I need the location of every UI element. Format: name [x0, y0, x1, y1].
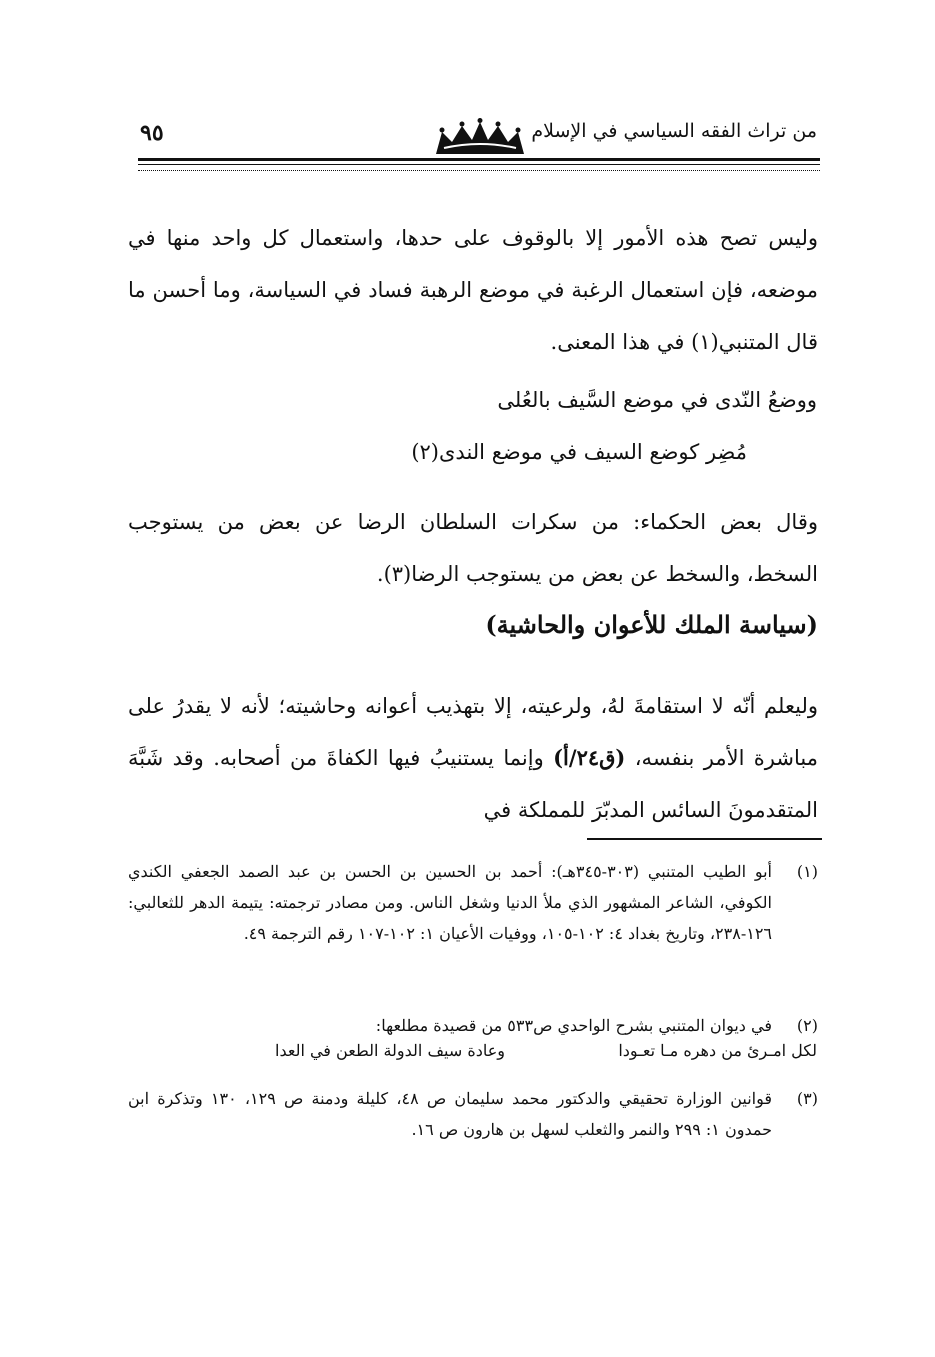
body-paragraph: وليس تصح هذه الأمور إلا بالوقوف على حدها، واستعمال كل واحد منها في موضعه، فإن استعمال الرغبة في موضع الرهبة فساد في السياسة، وما أحسن ما قال المتنبي(١) في هذا المعنى. [128, 226, 818, 354]
body-paragraph: وقال بعض الحكماء: من سكرات السلطان الرضا عن بعض من يستوجب السخط، والسخط عن بعض من يستوجب الرضا(٣). [128, 510, 818, 586]
footnote-verse-hemistich: وعادة سيف الدولة الطعن في العدا [275, 1041, 505, 1060]
paragraph-text: وليعلم أنّه لا استقامةَ لهُ، ولرعيته، إلا بتهذيب أعوانه وحاشيته؛ لأنه لا يقدرُ على مباشرة الأمر بنفسه، [128, 694, 818, 770]
footnote-verse-hemistich: لكل امـرئ من دهره مـا تعـودا [618, 1041, 817, 1060]
header-rule-dotted [138, 170, 820, 172]
body-paragraph [128, 680, 818, 836]
footnote [128, 1010, 818, 1041]
running-title: من تراث الفقه السياسي في الإسلام [531, 120, 817, 142]
footnote-text: في ديوان المتنبي بشرح الواحدي ص٥٣٣ من قصيدة مطلعها: [375, 1016, 772, 1035]
manuscript-folio-reference: (ق٢٤/أ) [553, 745, 626, 770]
verse-line: ووضعُ النّدى في موضع السَّيف بالعُلى [497, 388, 817, 412]
footnote-number: (١) [796, 862, 818, 881]
footnote-text: أبو الطيب المتنبي (٣٠٣-٣٤٥هـ): أحمد بن الحسين بن الحسن بن عبد الصمد الجعفي الكندي الكوفي، الشاعر المشهور الذي ملأ الدنيا وشغل الناس. ومن مصادر ترجمته: يتيمة الدهر للثعالبي: ١٢٦-٢٣٨، وتاريخ بغداد ٤: ١٠٢-١٠٥، ووفيات الأعيان ١: ١٠٢-١٠٧ رقم الترجمة ٤٩. [128, 862, 772, 943]
footnote-text: قوانين الوزارة تحقيقي والدكتور محمد سليمان ص ٤٨، كليلة ودمنة ص ١٢٩، ١٣٠ وتذكرة ابن حمدون ١: ٢٩٩ والنمر والثعلب لسهل بن هارون ص ١٦. [128, 1089, 773, 1139]
section-heading: (سياسة الملك للأعوان والحاشية) [485, 610, 818, 639]
footnote-number: (٢) [796, 1016, 818, 1035]
header-rule-thick [138, 158, 820, 161]
paragraph-text: وإنما يستنيبُ فيها الكفاةَ من أصحابه. وقد شَبَّهَ المتقدمونَ السائس المدبّرَ للمملكة في [128, 746, 818, 822]
footnote-separator [587, 838, 822, 840]
crown-ornament-icon [432, 118, 528, 158]
footnote [128, 856, 818, 949]
footnote-number: (٣) [796, 1089, 818, 1108]
page-number: ٩٥ [140, 120, 164, 146]
footnote [128, 1083, 818, 1145]
header-rule-thin [138, 164, 820, 165]
verse-line: مُضِر كوضع السيف في موضع الندى(٢) [411, 440, 747, 464]
